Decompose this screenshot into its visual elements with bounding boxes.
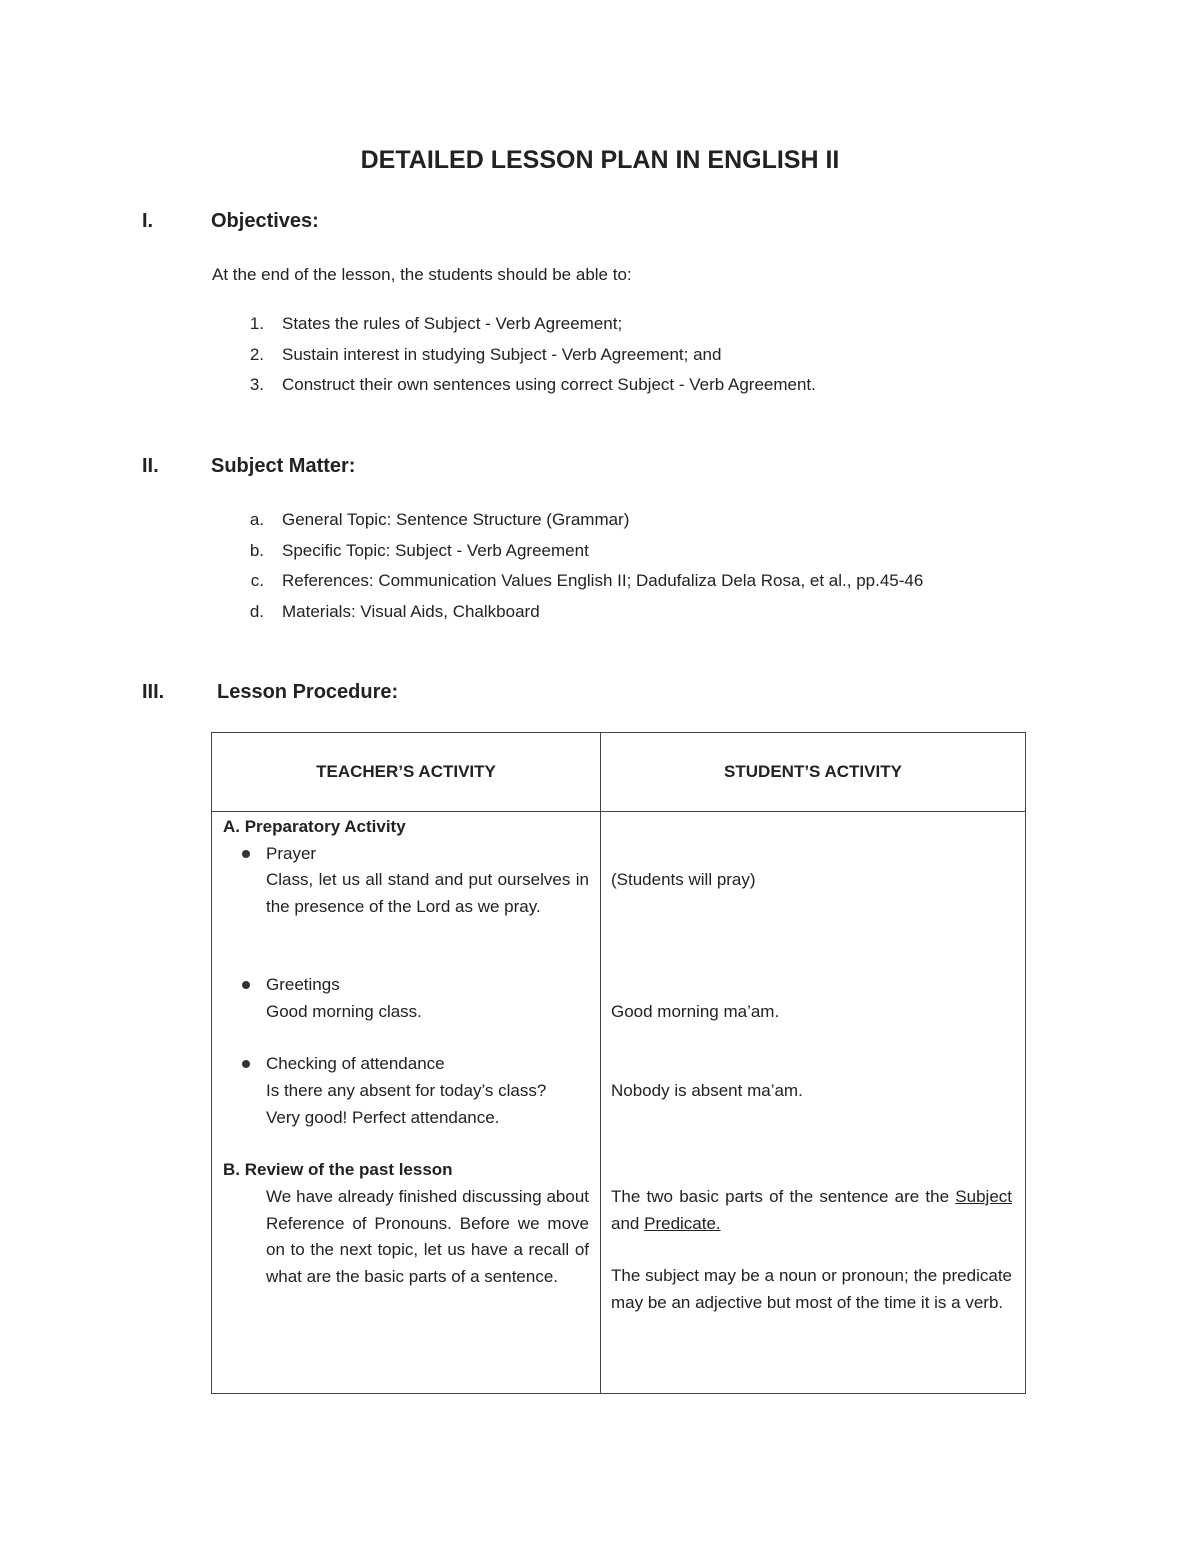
table-header-row <box>212 733 1026 812</box>
teacher-activity-cell <box>212 812 601 1394</box>
objectives-intro: At the end of the lesson, the students should be able to: <box>212 265 632 284</box>
list-text: References: Communication Values English II; Dadufaliza Dela Rosa, et al., pp.45-46 <box>282 571 924 590</box>
objectives-list <box>240 309 1040 401</box>
list-item <box>240 597 1040 628</box>
student-attendance-response: Nobody is absent ma’am. <box>611 1081 803 1100</box>
list-item <box>240 505 1040 536</box>
student-activity-header: STUDENT’S ACTIVITY <box>601 733 1026 812</box>
list-marker: d. <box>249 601 264 621</box>
list-marker: c. <box>250 571 264 590</box>
list-text: Specific Topic: Subject - Verb Agreement <box>282 540 589 560</box>
list-marker: 2. <box>249 344 264 364</box>
subject-matter-list <box>240 505 1040 627</box>
preparatory-activity-heading: A. Preparatory Activity <box>223 817 406 836</box>
list-text: States the rules of Subject - Verb Agreement; <box>282 314 623 333</box>
section-number-procedure: III. <box>142 681 165 703</box>
student-prayer-response: (Students will pray) <box>611 870 756 889</box>
section-heading-procedure: Lesson Procedure: <box>217 681 399 703</box>
page-title: DETAILED LESSON PLAN IN ENGLISH II <box>360 146 840 174</box>
list-marker: a. <box>249 510 264 529</box>
review-heading: B. Review of the past lesson <box>223 1160 453 1179</box>
bullet-icon <box>242 850 250 858</box>
section-heading-objectives: Objectives: <box>211 210 319 232</box>
list-item <box>240 340 1040 371</box>
list-text: Sustain interest in studying Subject - Verb Agreement; and <box>282 344 722 364</box>
attendance-label: Checking of attendance <box>266 1054 445 1073</box>
review-text: We have already finished discussing about Reference of Pronouns. Before we move on to the next topic, let us have a recall of what are the basic parts of a sentence. <box>266 1187 589 1286</box>
greetings-label: Greetings <box>266 975 340 994</box>
student-review-response-2: The subject may be a noun or pronoun; the predicate may be an adjective but most of the time it is a verb. <box>611 1266 1012 1312</box>
teacher-activity-header: TEACHER’S ACTIVITY <box>212 733 601 812</box>
list-text: Construct their own sentences using correct Subject - Verb Agreement. <box>282 375 816 394</box>
list-marker: b. <box>249 540 264 560</box>
prayer-label: Prayer <box>266 844 317 863</box>
attendance-question: Is there any absent for today’s class? <box>266 1081 547 1100</box>
student-review-response-1 <box>611 1184 1012 1237</box>
list-text: Materials: Visual Aids, Chalkboard <box>282 601 540 621</box>
list-item <box>240 370 1040 401</box>
greetings-text: Good morning class. <box>266 1002 422 1021</box>
student-activity-cell <box>601 812 1026 1394</box>
list-item <box>240 309 1040 340</box>
list-text: General Topic: Sentence Structure (Grammar) <box>282 510 630 529</box>
predicate-term: Predicate. <box>644 1213 721 1233</box>
lesson-procedure-table <box>211 732 1026 1394</box>
bullet-icon <box>242 1060 250 1068</box>
attendance-remark: Very good! Perfect attendance. <box>266 1108 500 1127</box>
student-greeting-response: Good morning ma’am. <box>611 1002 780 1021</box>
list-marker: 1. <box>249 314 264 333</box>
list-item <box>240 566 1040 597</box>
conjunction-text: and <box>611 1213 640 1233</box>
section-number-subject-matter: II. <box>142 455 159 477</box>
section-heading-subject-matter: Subject Matter: <box>211 455 356 477</box>
bullet-icon <box>242 981 250 989</box>
subject-term: Subject <box>955 1187 1012 1206</box>
list-marker: 3. <box>249 375 264 394</box>
prayer-text: Class, let us all stand and put ourselves in the presence of the Lord as we pray. <box>266 870 589 916</box>
section-number-objectives: I. <box>142 210 154 232</box>
list-item <box>240 536 1040 567</box>
review-response-text: The two basic parts of the sentence are the <box>611 1187 950 1206</box>
table-row <box>212 812 1026 1394</box>
